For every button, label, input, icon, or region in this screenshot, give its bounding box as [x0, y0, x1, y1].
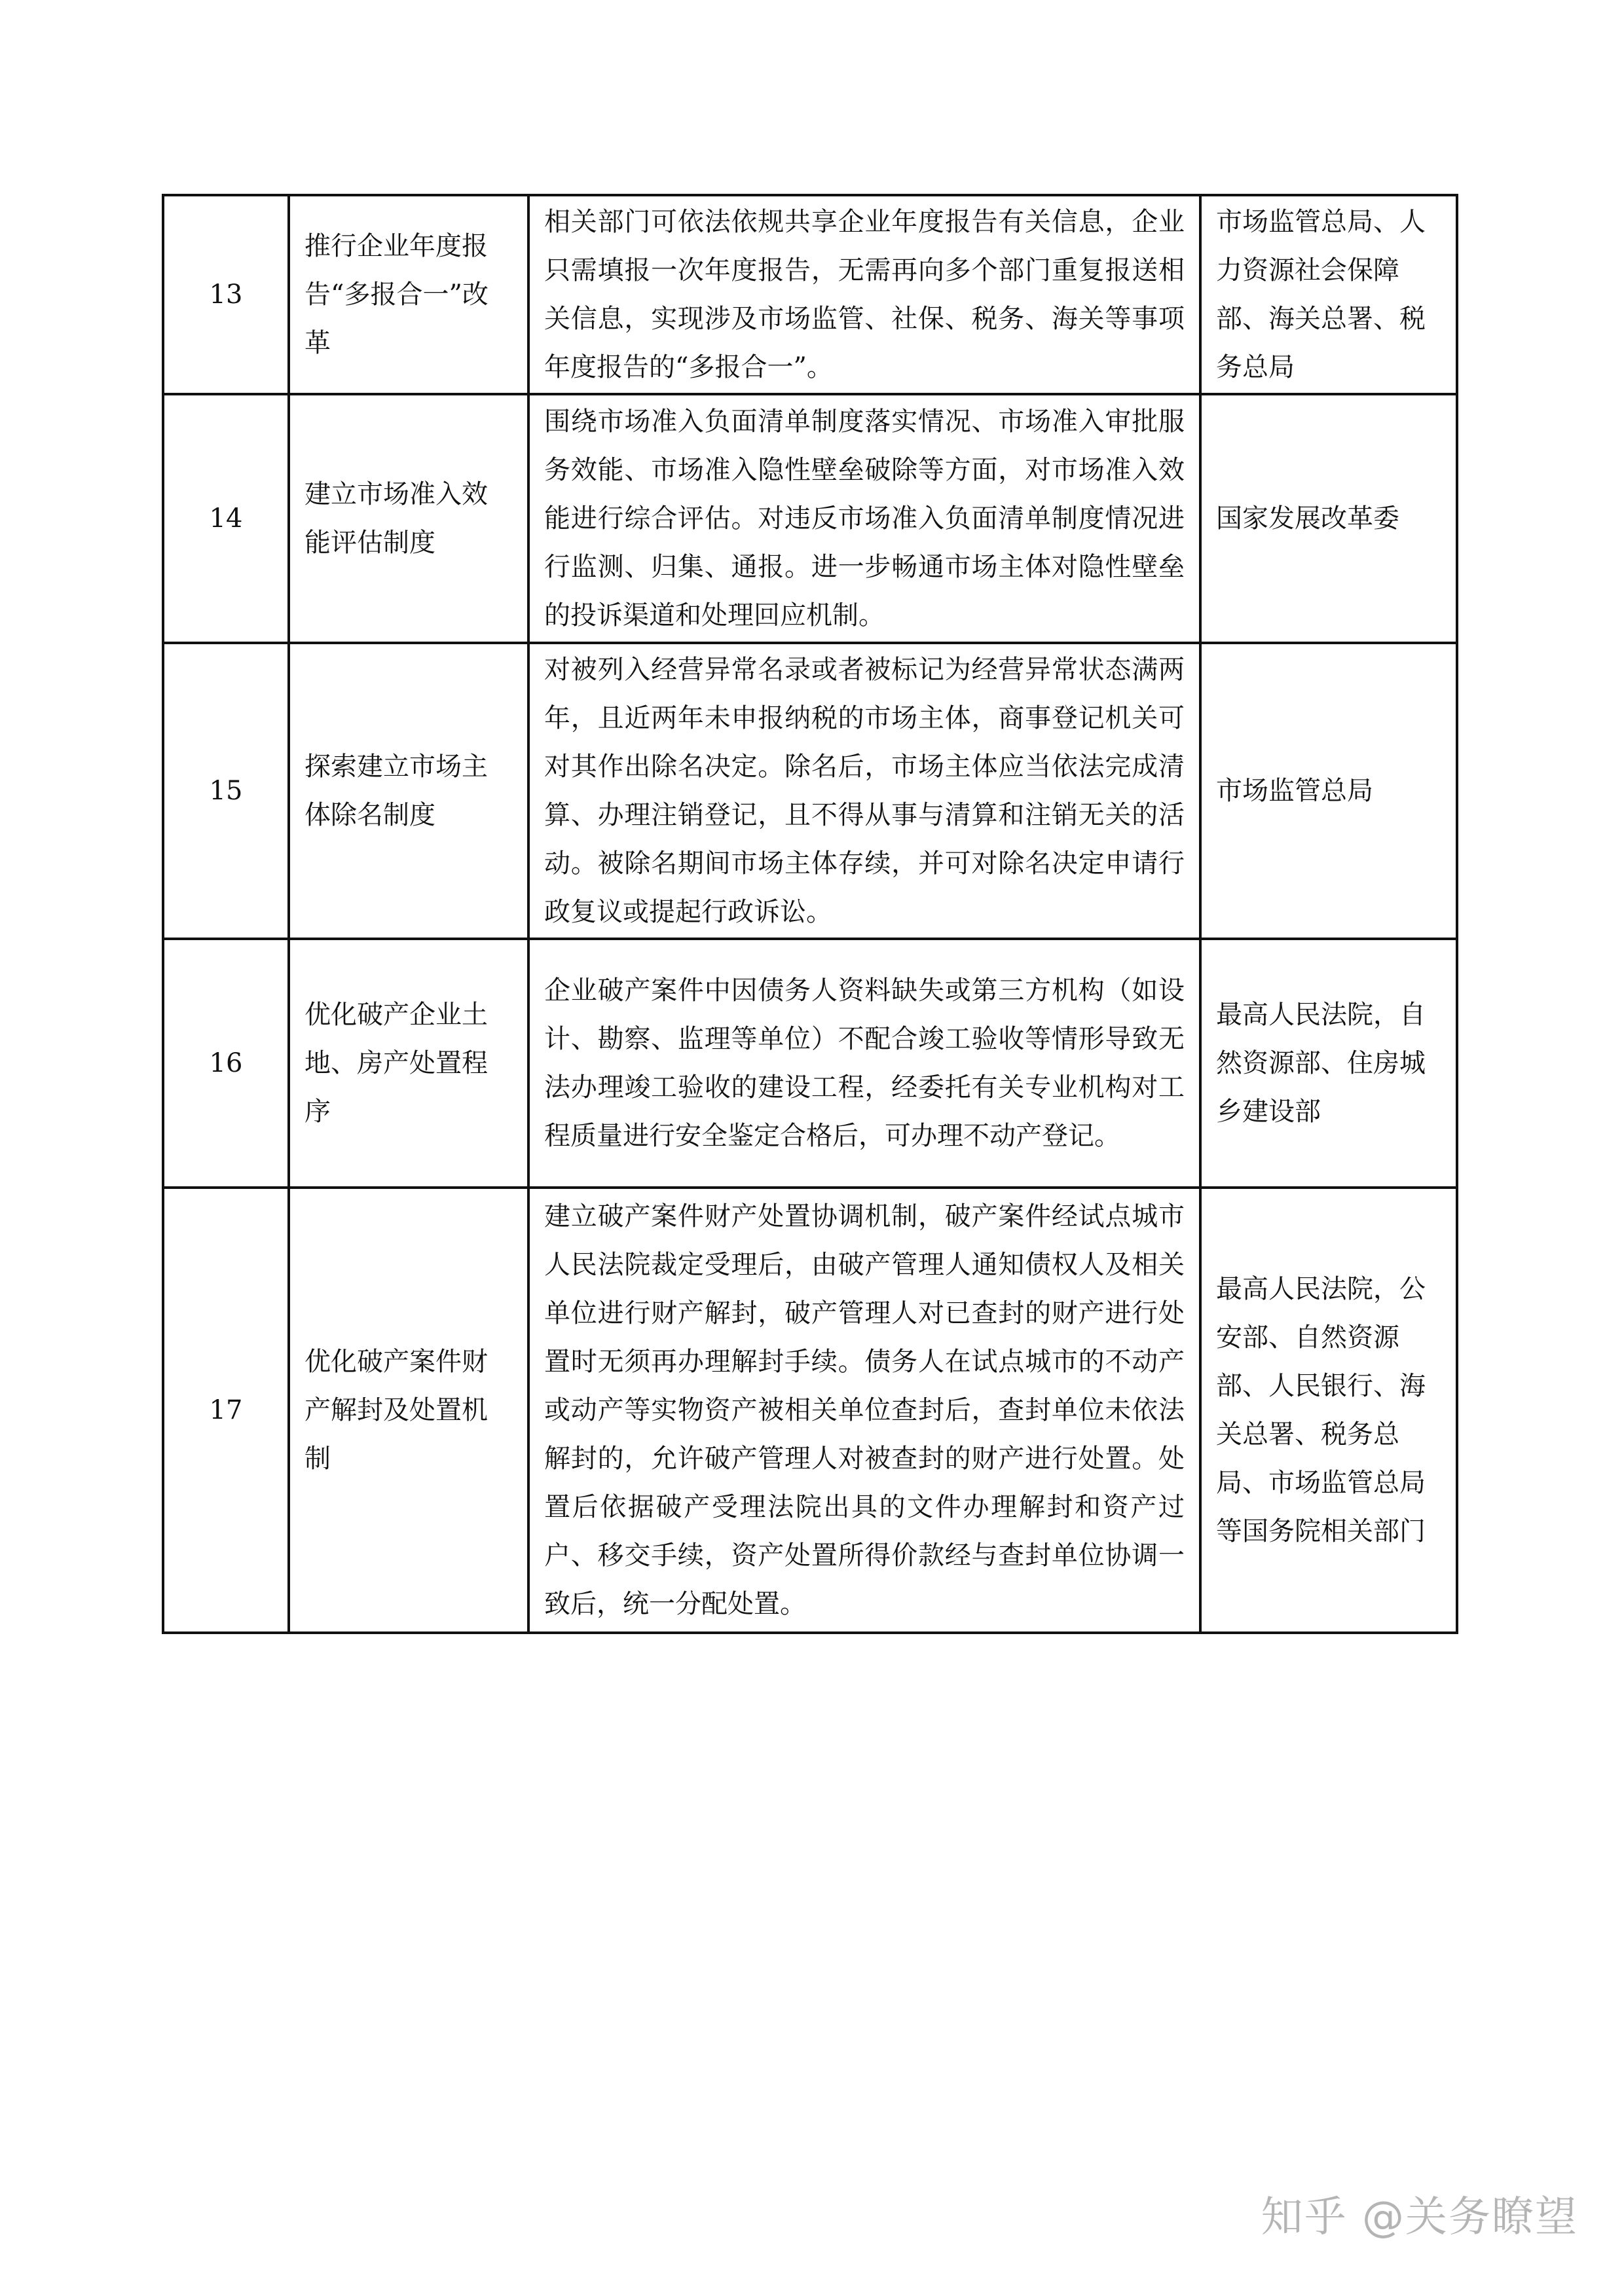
responsible-departments: 最高人民法院，自然资源部、住房城乡建设部 [1200, 939, 1457, 1188]
row-number: 13 [163, 195, 289, 394]
reform-item: 推行企业年度报告“多报合一”改革 [289, 195, 528, 394]
table-row [163, 643, 1457, 939]
responsible-departments: 最高人民法院，公安部、自然资源部、人民银行、海关总署、税务总局、市场监管总局等国务院相关部门 [1200, 1188, 1457, 1633]
reform-content: 企业破产案件中因债务人资料缺失或第三方机构（如设计、勘察、监理等单位）不配合竣工验收等情形导致无法办理竣工验收的建设工程，经委托有关专业机构对工程质量进行安全鉴定合格后，可办理不动产登记。 [528, 939, 1200, 1188]
table-row [163, 394, 1457, 643]
reform-item: 建立市场准入效能评估制度 [289, 394, 528, 643]
row-number: 14 [163, 394, 289, 643]
row-number: 17 [163, 1188, 289, 1633]
reform-content: 对被列入经营异常名录或者被标记为经营异常状态满两年，且近两年未申报纳税的市场主体，商事登记机关可对其作出除名决定。除名后，市场主体应当依法完成清算、办理注销登记，且不得从事与清算和注销无关的活动。被除名期间市场主体存续，并可对除名决定申请行政复议或提起行政诉讼。 [528, 643, 1200, 939]
reform-content: 围绕市场准入负面清单制度落实情况、市场准入审批服务效能、市场准入隐性壁垒破除等方面，对市场准入效能进行综合评估。对违反市场准入负面清单制度情况进行监测、归集、通报。进一步畅通市场主体对隐性壁垒的投诉渠道和处理回应机制。 [528, 394, 1200, 643]
reform-item: 探索建立市场主体除名制度 [289, 643, 528, 939]
responsible-departments: 国家发展改革委 [1200, 394, 1457, 643]
table-row [163, 195, 1457, 394]
row-number: 16 [163, 939, 289, 1188]
table-row [163, 1188, 1457, 1633]
zhihu-watermark: 知乎 @关务瞭望 [1261, 2193, 1578, 2242]
table-row [163, 939, 1457, 1188]
responsible-departments: 市场监管总局 [1200, 643, 1457, 939]
responsible-departments: 市场监管总局、人力资源社会保障部、海关总署、税务总局 [1200, 195, 1457, 394]
reform-item: 优化破产案件财产解封及处置机制 [289, 1188, 528, 1633]
reform-content: 建立破产案件财产处置协调机制，破产案件经试点城市人民法院裁定受理后，由破产管理人通知债权人及相关单位进行财产解封，破产管理人对已查封的财产进行处置时无须再办理解封手续。债务人在试点城市的不动产或动产等实物资产被相关单位查封后，查封单位未依法解封的，允许破产管理人对被查封的财产进行处置。处置后依据破产受理法院出具的文件办理解封和资产过户、移交手续，资产处置所得价款经与查封单位协调一致后，统一分配处置。 [528, 1188, 1200, 1633]
reform-item: 优化破产企业土地、房产处置程序 [289, 939, 528, 1188]
reform-measures-table [162, 194, 1458, 1634]
reform-content: 相关部门可依法依规共享企业年度报告有关信息，企业只需填报一次年度报告，无需再向多个部门重复报送相关信息，实现涉及市场监管、社保、税务、海关等事项年度报告的“多报合一”。 [528, 195, 1200, 394]
row-number: 15 [163, 643, 289, 939]
